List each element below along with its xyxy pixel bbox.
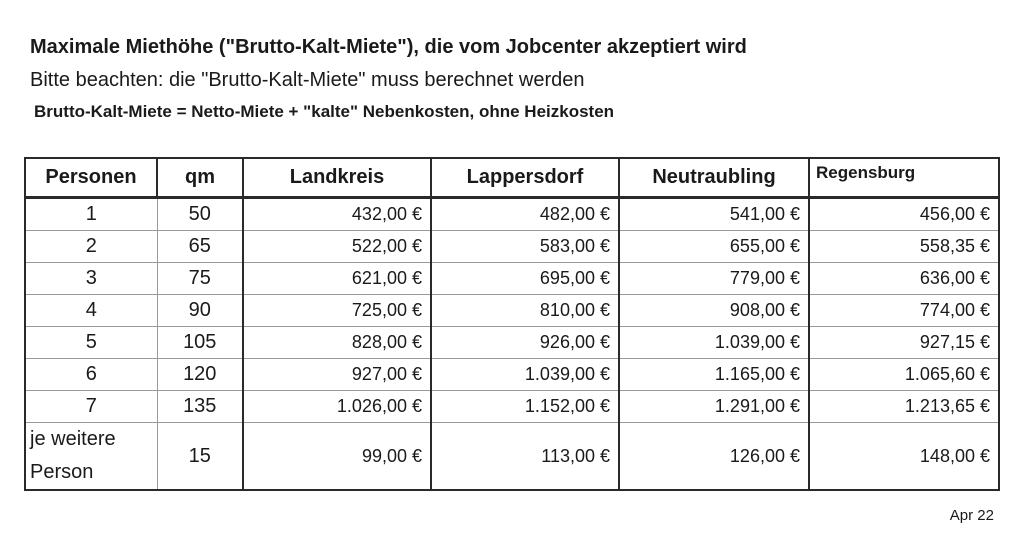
table-row	[25, 198, 999, 231]
cell-landkreis: 927,00 €	[243, 359, 431, 391]
cell-lappersdorf: 926,00 €	[431, 327, 619, 359]
cell-landkreis: 432,00 €	[243, 198, 431, 231]
cell-regensburg: 148,00 €	[809, 423, 999, 491]
cell-lappersdorf: 1.039,00 €	[431, 359, 619, 391]
cell-personen: 4	[25, 295, 157, 327]
cell-neutraubling: 908,00 €	[619, 295, 809, 327]
cell-qm: 50	[157, 198, 243, 231]
table-row	[25, 391, 999, 423]
table-row	[25, 231, 999, 263]
header-personen: Personen	[25, 158, 157, 198]
header-neutraubling: Neutraubling	[619, 158, 809, 198]
cell-qm: 120	[157, 359, 243, 391]
cell-qm: 75	[157, 263, 243, 295]
cell-landkreis: 522,00 €	[243, 231, 431, 263]
table-row	[25, 263, 999, 295]
cell-neutraubling: 655,00 €	[619, 231, 809, 263]
cell-landkreis: 828,00 €	[243, 327, 431, 359]
cell-regensburg: 774,00 €	[809, 295, 999, 327]
document-title: Maximale Miethöhe ("Brutto-Kalt-Miete"), die vom Jobcenter akzeptiert wird	[30, 36, 747, 58]
cell-neutraubling: 1.165,00 €	[619, 359, 809, 391]
cell-qm: 90	[157, 295, 243, 327]
document-subtitle: Bitte beachten: die "Brutto-Kalt-Miete" muss berechnet werden	[30, 69, 585, 91]
formula-line: Brutto-Kalt-Miete = Netto-Miete + "kalte" Nebenkosten, ohne Heizkosten	[34, 102, 615, 121]
header-regensburg: Regensburg	[809, 158, 999, 198]
cell-neutraubling: 779,00 €	[619, 263, 809, 295]
header-lappersdorf: Lappersdorf	[431, 158, 619, 198]
cell-personen: 2	[25, 231, 157, 263]
cell-lappersdorf: 113,00 €	[431, 423, 619, 491]
cell-personen: 6	[25, 359, 157, 391]
header-qm: qm	[157, 158, 243, 198]
rent-limit-table	[24, 157, 1000, 491]
table-header-row	[25, 158, 999, 198]
cell-lappersdorf: 695,00 €	[431, 263, 619, 295]
cell-neutraubling: 126,00 €	[619, 423, 809, 491]
table-row	[25, 295, 999, 327]
header-landkreis: Landkreis	[243, 158, 431, 198]
cell-qm: 65	[157, 231, 243, 263]
table-row-additional-person	[25, 423, 999, 491]
cell-regensburg: 636,00 €	[809, 263, 999, 295]
document-date: Apr 22	[949, 507, 994, 524]
cell-qm: 105	[157, 327, 243, 359]
cell-landkreis: 99,00 €	[243, 423, 431, 491]
cell-neutraubling: 541,00 €	[619, 198, 809, 231]
cell-regensburg: 456,00 €	[809, 198, 999, 231]
cell-regensburg: 1.213,65 €	[809, 391, 999, 423]
cell-lappersdorf: 583,00 €	[431, 231, 619, 263]
cell-personen: 1	[25, 198, 157, 231]
cell-lappersdorf: 810,00 €	[431, 295, 619, 327]
cell-landkreis: 621,00 €	[243, 263, 431, 295]
cell-qm: 15	[157, 423, 243, 491]
table-row	[25, 359, 999, 391]
cell-regensburg: 558,35 €	[809, 231, 999, 263]
cell-personen: 3	[25, 263, 157, 295]
cell-personen: je weitere Person	[25, 423, 157, 491]
cell-qm: 135	[157, 391, 243, 423]
cell-lappersdorf: 1.152,00 €	[431, 391, 619, 423]
cell-lappersdorf: 482,00 €	[431, 198, 619, 231]
cell-neutraubling: 1.291,00 €	[619, 391, 809, 423]
cell-regensburg: 1.065,60 €	[809, 359, 999, 391]
cell-neutraubling: 1.039,00 €	[619, 327, 809, 359]
cell-landkreis: 725,00 €	[243, 295, 431, 327]
cell-regensburg: 927,15 €	[809, 327, 999, 359]
cell-personen: 7	[25, 391, 157, 423]
table-row	[25, 327, 999, 359]
cell-landkreis: 1.026,00 €	[243, 391, 431, 423]
cell-personen: 5	[25, 327, 157, 359]
